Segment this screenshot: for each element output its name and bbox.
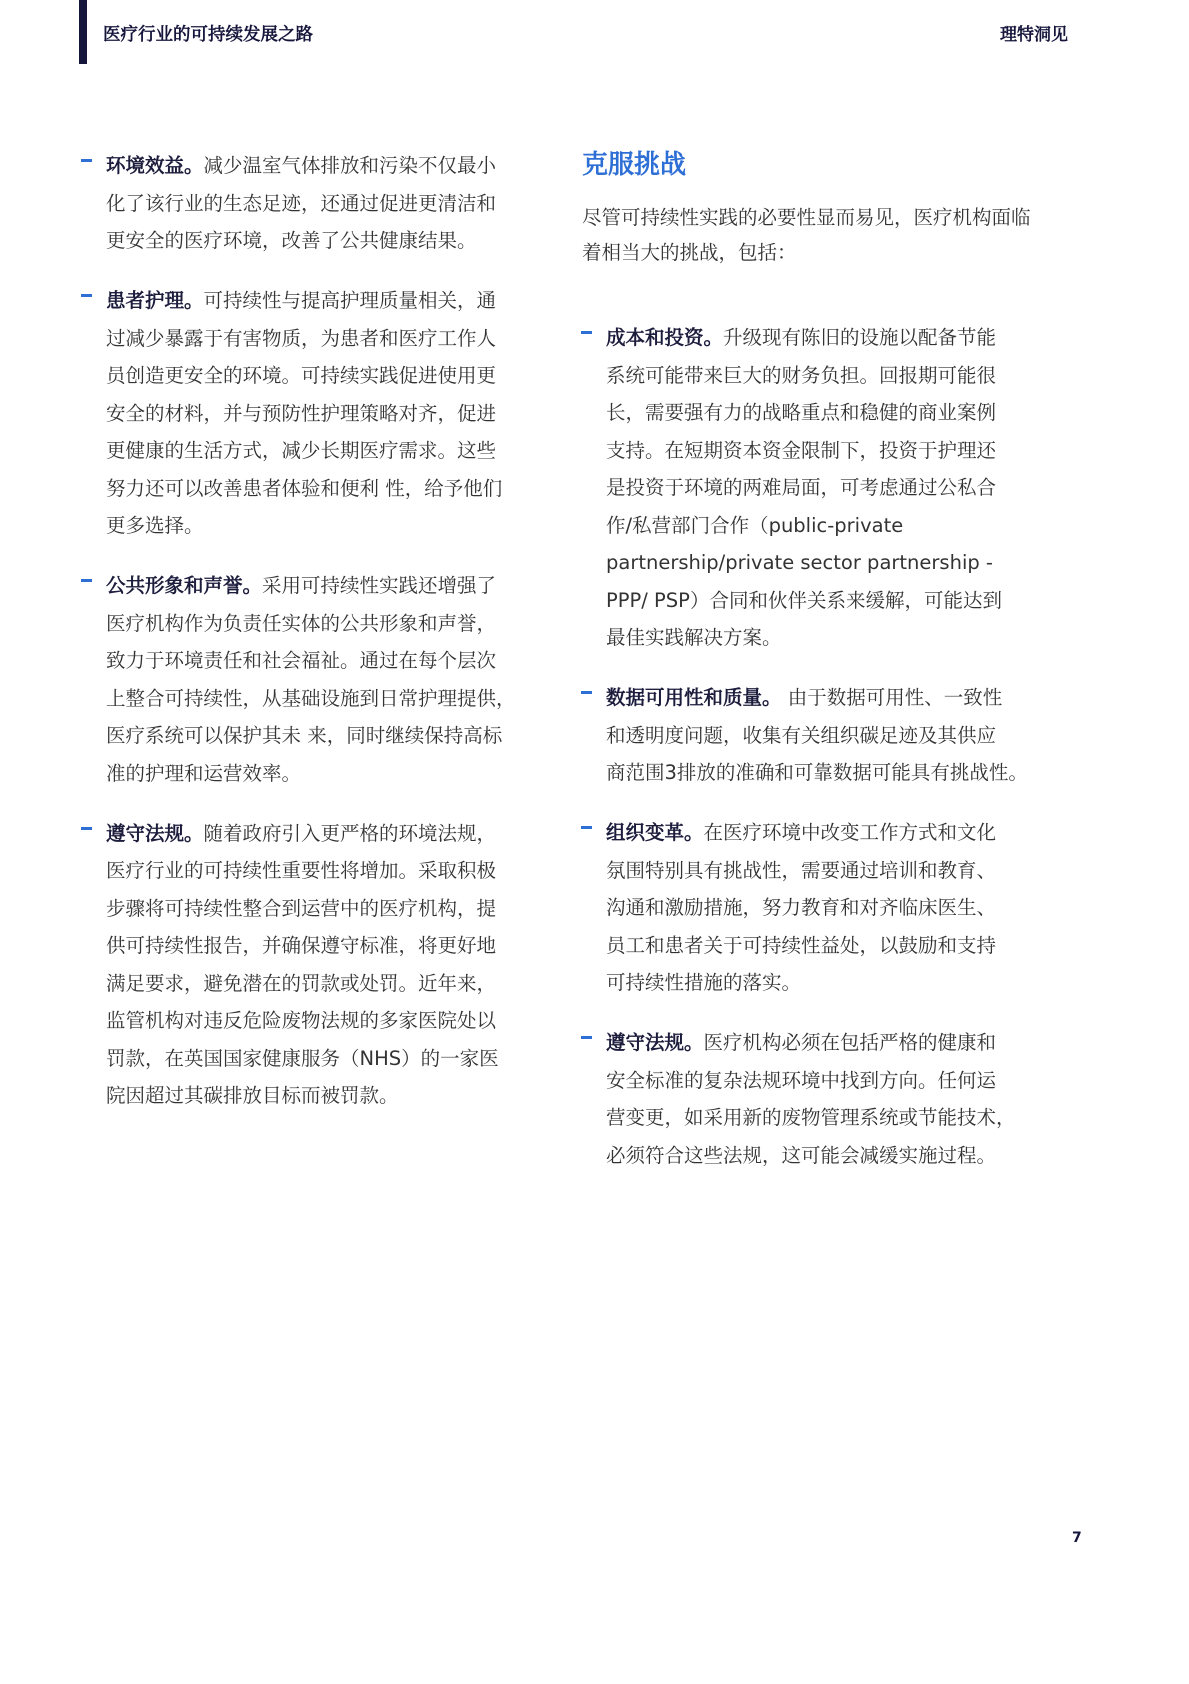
item-term: 环境效益。 (106, 154, 204, 177)
text-line: 更安全的医疗环境，改善了公共健康结果。 (106, 229, 477, 252)
text-line: 长，需要强有力的战略重点和稳健的商业案例 (606, 401, 997, 424)
text-line (106, 282, 551, 320)
item-text: 升级现有陈旧的设施以配备节能 (723, 326, 997, 349)
item-text: 随着政府引入更严格的环境法规， (203, 821, 497, 845)
challenge-organizational-change (581, 814, 1061, 1002)
dash-bullet-icon (81, 294, 92, 297)
text-line: 更健康的生活方式，减少长期医疗需求。这些 (106, 439, 497, 462)
item-text: 由于数据可用性、一致性 (781, 686, 1003, 709)
text-line: 步骤将可持续性整合到运营中的医疗机构，提 (106, 896, 497, 920)
section-heading: 克服挑战 (582, 150, 687, 180)
text-line (606, 319, 1061, 357)
text-line: 氛围特别具有挑战性，需要通过培训和教育、 (606, 858, 997, 882)
item-term: 公共形象和声誉。 (106, 574, 263, 597)
text-line: 致力于环境责任和社会福祉。通过在每个层次 (106, 649, 497, 672)
item-term: 组织变革。 (606, 821, 704, 844)
text-line (606, 814, 1061, 852)
dash-bullet-icon (581, 331, 592, 334)
text-line (106, 567, 551, 605)
text-line: 支持。在短期资本资金限制下，投资于护理还 (606, 438, 997, 462)
text-line: 医疗机构作为负责任实体的公共形象和声誉， (106, 611, 497, 635)
text-line: 罚款，在英国国家健康服务（NHS）的一家医 (106, 1046, 499, 1070)
item-text: 在医疗环境中改变工作方式和文化 (703, 821, 997, 844)
dash-bullet-icon (581, 691, 592, 694)
benefit-compliance (81, 815, 551, 1115)
text-line: 供可持续性报告，并确保遵守标准，将更好地 (106, 934, 497, 957)
text-line: 尽管可持续性实践的必要性显而易见，医疗机构面临 (582, 206, 1031, 229)
text-line: 可持续性措施的落实。 (606, 971, 802, 994)
text-line: 商范围3排放的准确和可靠数据可能具有挑战性。 (606, 761, 1028, 784)
benefit-public-image (81, 567, 551, 792)
text-line: 员创造更安全的环境。可持续实践促进使用更 (106, 364, 497, 387)
text-line: 监管机构对违反危险废物法规的多家医院处以 (106, 1009, 497, 1032)
item-term: 患者护理。 (106, 289, 204, 312)
brand-name: 理特洞见 (1000, 25, 1068, 45)
text-line: 化了该行业的生态足迹，还通过促进更清洁和 (106, 191, 497, 215)
item-term: 遵守法规。 (606, 1031, 704, 1054)
text-line: 准的护理和运营效率。 (106, 761, 302, 785)
text-line: 安全标准的复杂法规环境中找到方向。任何运 (606, 1068, 997, 1092)
text-line: 必须符合这些法规，这可能会减缓实施过程。 (606, 1143, 997, 1167)
text-line (106, 147, 551, 185)
text-line: partnership/private sector partnership - (606, 551, 993, 574)
text-line: 系统可能带来巨大的财务负担。回报期可能很 (606, 363, 997, 387)
text-line: 上整合可持续性，从基础设施到日常护理提供， (106, 686, 516, 710)
dash-bullet-icon (581, 1036, 592, 1039)
challenge-data-quality (581, 679, 1061, 792)
text-line (106, 815, 551, 853)
text-line: 更多选择。 (106, 514, 204, 537)
item-term: 遵守法规。 (106, 821, 204, 845)
item-term: 数据可用性和质量。 (606, 686, 782, 709)
item-text: 医疗机构必须在包括严格的健康和 (703, 1031, 997, 1054)
challenge-compliance (581, 1024, 1061, 1174)
intro-paragraph (582, 200, 1062, 270)
challenges-list (581, 319, 1061, 1197)
document-title: 医疗行业的可持续发展之路 (103, 25, 313, 45)
benefit-environmental (81, 147, 551, 260)
item-text: 可持续性与提高护理质量相关，通 (203, 289, 497, 312)
text-line: PPP/ PSP）合同和伙伴关系来缓解，可能达到 (606, 588, 1002, 612)
text-line (606, 679, 1061, 717)
dash-bullet-icon (581, 826, 592, 829)
benefits-list (81, 147, 551, 1137)
text-line: 着相当大的挑战，包括： (582, 241, 797, 264)
text-line: 医疗系统可以保护其未 来，同时继续保持高标 (106, 724, 503, 747)
challenge-cost-investment (581, 319, 1061, 657)
text-line: 最佳实践解决方案。 (606, 626, 782, 649)
text-line: 满足要求，避免潜在的罚款或处罚。近年来， (106, 971, 497, 995)
text-line: 和透明度问题，收集有关组织碳足迹及其供应 (606, 723, 997, 747)
text-line: 安全的材料，并与预防性护理策略对齐，促进 (106, 401, 497, 425)
dash-bullet-icon (81, 827, 92, 830)
dash-bullet-icon (81, 159, 92, 162)
text-line: 过减少暴露于有害物质，为患者和医疗工作人 (106, 326, 497, 350)
text-line: 努力还可以改善患者体验和便利 性，给予他们 (106, 476, 503, 500)
text-line (606, 1024, 1061, 1062)
text-line: 沟通和激励措施，努力教育和对齐临床医生、 (606, 896, 997, 919)
header-accent-bar (79, 0, 87, 64)
item-text: 减少温室气体排放和污染不仅最小 (203, 154, 497, 177)
page-number: 7 (1072, 1530, 1082, 1546)
text-line: 医疗行业的可持续性重要性将增加。采取积极 (106, 859, 497, 882)
item-term: 成本和投资。 (606, 326, 724, 349)
text-line: 是投资于环境的两难局面，可考虑通过公私合 (606, 476, 997, 499)
item-text: 采用可持续性实践还增强了 (262, 574, 497, 597)
text-line: 员工和患者关于可持续性益处，以鼓励和支持 (606, 933, 997, 957)
dash-bullet-icon (81, 579, 92, 582)
text-line: 院因超过其碳排放目标而被罚款。 (106, 1084, 399, 1107)
text-line: 营变更，如采用新的废物管理系统或节能技术， (606, 1106, 1016, 1129)
text-line: 作/私营部门合作（public-private (606, 513, 904, 537)
benefit-patient-care (81, 282, 551, 545)
